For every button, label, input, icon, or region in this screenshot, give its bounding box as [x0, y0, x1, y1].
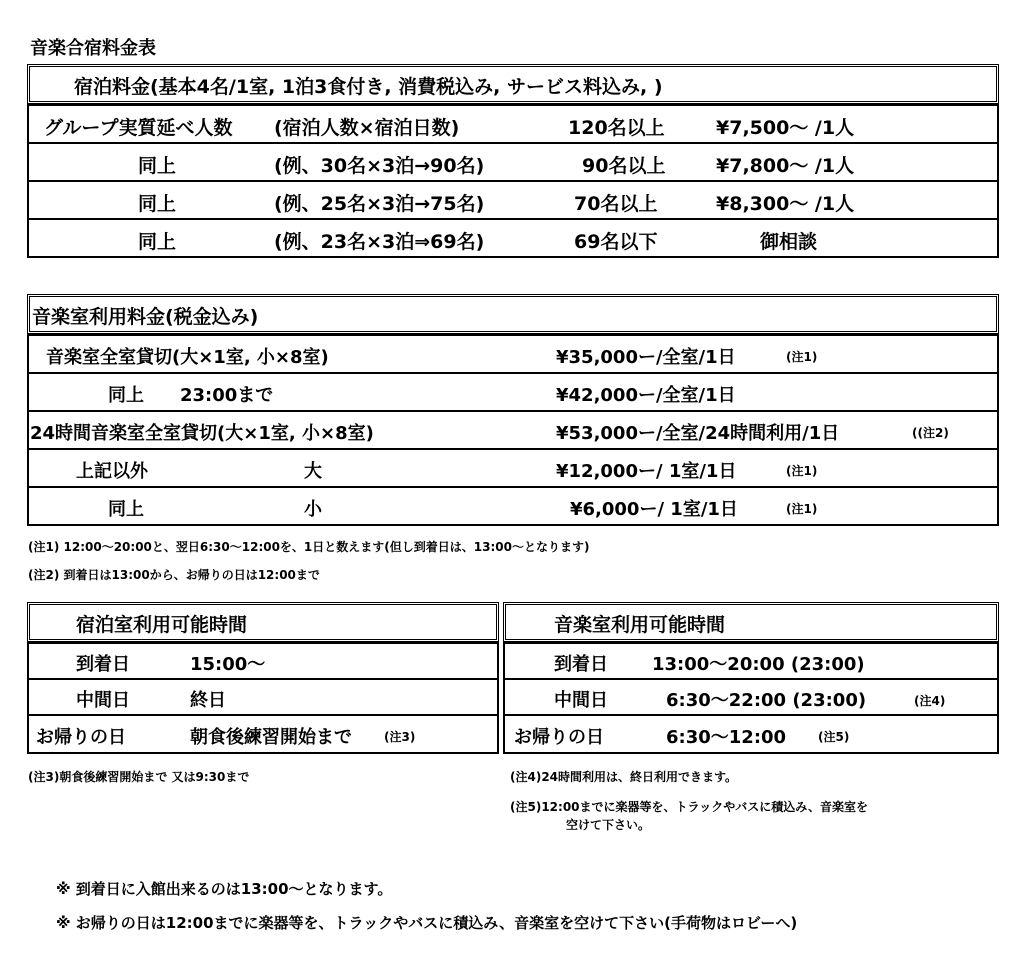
- music-header: 音楽室利用料金(税金込み): [32, 306, 259, 328]
- lodging-row-count: 120名以上: [568, 117, 665, 139]
- music-time-note: (注5): [818, 730, 850, 744]
- lodging-time-value: 終日: [190, 690, 226, 711]
- table-row: [27, 372, 999, 412]
- note-3: (注3)朝食後練習開始まで 又は9:30まで: [28, 770, 250, 784]
- music-row-mid: 大: [304, 461, 322, 482]
- music-time-label: お帰りの日: [514, 727, 604, 748]
- lodging-row-price: 御相談: [760, 231, 818, 253]
- lodging-row-label: 同上: [138, 193, 177, 215]
- music-row-label: 音楽室全室貸切(大×1室, 小×8室): [46, 347, 329, 368]
- lodging-row-count: 69名以下: [574, 231, 658, 253]
- music-row-note: (注1): [786, 502, 818, 516]
- lodging-time-label: 到着日: [76, 654, 130, 675]
- music-time-note: (注4): [914, 694, 946, 708]
- lodging-row-label: 同上: [138, 155, 177, 177]
- music-row-mid: 小: [304, 499, 322, 520]
- music-row-note: (注1): [786, 350, 818, 364]
- music-row-label: 24時間音楽室全室貸切(大×1室, 小×8室): [30, 423, 374, 444]
- footer-note-2: ※ お帰りの日は12:00までに楽器等を、トラックやバスに積込み、音楽室を空けて下さい(手荷物はロビーへ): [56, 914, 798, 932]
- note-5-line2: 空けて下さい。: [566, 818, 651, 832]
- music-row-label: 上記以外: [76, 461, 148, 482]
- lodging-row-label: 同上: [138, 231, 177, 253]
- lodging-row-count: 90名以上: [582, 155, 666, 177]
- lodging-row-price: ¥7,800〜 /1人: [716, 155, 855, 177]
- lodging-time-label: お帰りの日: [36, 727, 126, 748]
- music-time-label: 中間日: [554, 690, 608, 711]
- music-row-price: ¥35,000ー/全室/1日: [556, 347, 736, 368]
- music-time-header: 音楽室利用可能時間: [554, 614, 726, 636]
- note-1: (注1) 12:00〜20:00と、翌日6:30〜12:00を、1日と数えます(但し到着日は、13:00〜となります): [28, 540, 590, 554]
- table-row: [27, 448, 999, 488]
- music-row-price: ¥42,000ー/全室/1日: [556, 385, 736, 406]
- page-title: 音楽合宿料金表: [30, 38, 156, 59]
- lodging-time-header: 宿泊室利用可能時間: [76, 614, 248, 636]
- music-row-note: ((注2): [912, 426, 949, 440]
- music-row-mid: 23:00まで: [180, 385, 274, 406]
- lodging-row-price: ¥7,500〜 /1人: [716, 117, 855, 139]
- music-row-price: ¥12,000ー/ 1室/1日: [556, 461, 737, 482]
- lodging-row-example: (例、23名×3泊⇒69名): [274, 231, 485, 253]
- note-4: (注4)24時間利用は、終日利用できます。: [510, 770, 738, 784]
- lodging-row-example: (例、25名×3泊→75名): [274, 193, 485, 215]
- lodging-header: 宿泊料金(基本4名/1室, 1泊3食付き, 消費税込み, サービス料込み, ): [74, 76, 663, 98]
- lodging-row-example: (例、30名×3泊→90名): [274, 155, 485, 177]
- lodging-time-value: 15:00〜: [190, 654, 266, 675]
- lodging-row-label: グループ実質延べ人数: [44, 117, 233, 139]
- note-2: (注2) 到着日は13:00から、お帰りの日は12:00まで: [28, 568, 320, 582]
- music-row-price: ¥6,000ー/ 1室/1日: [570, 499, 738, 520]
- lodging-time-note: (注3): [384, 730, 416, 744]
- lodging-row-count: 70名以上: [574, 193, 658, 215]
- music-time-label: 到着日: [554, 654, 608, 675]
- lodging-time-value: 朝食後練習開始まで: [190, 727, 352, 748]
- lodging-row-price: ¥8,300〜 /1人: [716, 193, 855, 215]
- music-row-label: 同上: [108, 499, 144, 520]
- lodging-time-label: 中間日: [76, 690, 130, 711]
- footer-note-1: ※ 到着日に入館出来るのは13:00〜となります。: [56, 880, 393, 898]
- music-row-price: ¥53,000ー/全室/24時間利用/1日: [556, 423, 840, 444]
- note-5-line1: (注5)12:00までに楽器等を、トラックやバスに積込み、音楽室を: [510, 800, 868, 814]
- music-time-value: 6:30〜12:00: [666, 727, 787, 748]
- music-time-value: 6:30〜22:00 (23:00): [666, 690, 867, 711]
- music-time-value: 13:00〜20:00 (23:00): [652, 654, 865, 675]
- lodging-row-example: (宿泊人数×宿泊日数): [274, 117, 460, 139]
- music-row-note: (注1): [786, 464, 818, 478]
- table-row: [27, 486, 999, 526]
- music-row-label: 同上: [108, 385, 144, 406]
